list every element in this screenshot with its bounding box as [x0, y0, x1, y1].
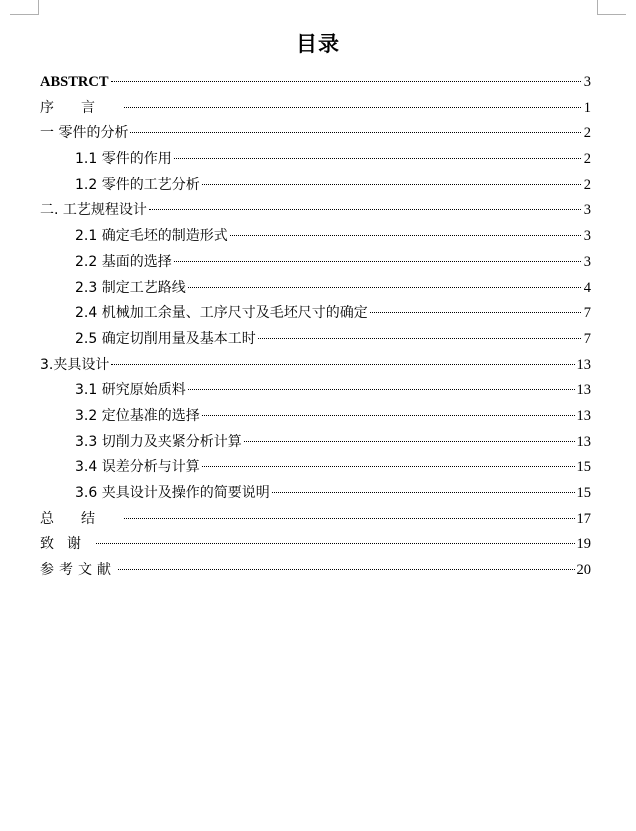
toc-page-number: 7	[583, 305, 591, 322]
toc-entry[interactable]	[40, 378, 591, 404]
toc-page-number: 17	[576, 510, 591, 527]
toc-dot-leader	[174, 261, 581, 262]
toc-entry-label: ABSTRCT	[40, 74, 109, 90]
page-title: 目录	[296, 32, 340, 56]
toc-dot-leader	[258, 338, 581, 339]
toc-entry-label: 3.3 切削力及夹紧分析计算	[75, 433, 242, 450]
toc-dot-leader	[96, 543, 575, 544]
toc-page-number: 13	[576, 382, 591, 399]
toc-page-number: 15	[576, 485, 591, 501]
toc-entry-label: 3.2 定位基准的选择	[75, 407, 200, 424]
toc-page-number: 3	[583, 253, 591, 270]
toc-dot-leader	[111, 81, 582, 82]
toc-dot-leader	[202, 184, 581, 185]
toc-dot-leader	[370, 312, 581, 313]
toc-page-number: 13	[576, 356, 591, 373]
toc-entry[interactable]	[40, 532, 591, 558]
toc-page-number: 1	[583, 99, 591, 116]
toc-entry-label: 2.3 制定工艺路线	[75, 279, 186, 296]
toc-page-number: 7	[583, 330, 591, 347]
toc-entry[interactable]	[40, 198, 591, 224]
toc-dot-leader	[272, 492, 575, 493]
toc-page-number: 20	[576, 562, 591, 579]
toc-dot-leader	[230, 235, 581, 236]
toc-entry-label: 2.5 确定切削用量及基本工时	[75, 330, 256, 347]
toc-page-number: 3	[583, 74, 591, 90]
toc-entry[interactable]	[40, 507, 591, 533]
toc-entry-label: 二. 工艺规程设计	[40, 202, 147, 219]
toc-dot-leader	[188, 287, 581, 288]
toc-entry-label: 1.1 零件的作用	[75, 151, 172, 168]
toc-entry[interactable]	[40, 250, 591, 276]
toc-dot-leader	[188, 389, 575, 390]
toc-entry-label: 3.4 误差分析与计算	[75, 459, 200, 476]
toc-entry[interactable]	[40, 481, 591, 507]
toc-entry[interactable]	[40, 147, 591, 173]
toc-dot-leader	[111, 364, 574, 365]
toc-entry-label: 1.2 零件的工艺分析	[75, 176, 200, 193]
toc-entry[interactable]	[40, 327, 591, 353]
toc-dot-leader	[244, 441, 575, 442]
toc-dot-leader	[174, 158, 581, 159]
toc-entry-label: 2.1 确定毛坯的制造形式	[75, 228, 228, 245]
toc-page-number: 15	[576, 459, 591, 476]
toc-entry-label: 参考文献	[40, 562, 116, 579]
toc-page-number: 2	[583, 151, 591, 168]
toc-entry[interactable]	[40, 70, 591, 96]
toc-entry[interactable]	[40, 276, 591, 302]
crop-mark-top-right	[597, 0, 626, 15]
toc-entry[interactable]	[40, 353, 591, 379]
toc-dot-leader	[124, 107, 581, 108]
toc-entry[interactable]	[40, 404, 591, 430]
toc-dot-leader	[149, 209, 581, 210]
toc-page-number: 3	[583, 202, 591, 219]
crop-mark-top-left	[10, 0, 39, 15]
toc-entry[interactable]	[40, 558, 591, 584]
table-of-contents	[40, 70, 591, 584]
toc-entry-label: 致谢	[40, 536, 94, 553]
toc-page-number: 4	[583, 279, 591, 296]
toc-page-number: 13	[576, 407, 591, 424]
toc-page-number: 13	[576, 433, 591, 450]
toc-entry[interactable]	[40, 173, 591, 199]
toc-entry[interactable]	[40, 121, 591, 147]
toc-entry[interactable]	[40, 96, 591, 122]
toc-entry[interactable]	[40, 224, 591, 250]
toc-dot-leader	[202, 466, 575, 467]
toc-page-number: 3	[583, 228, 591, 245]
toc-entry[interactable]	[40, 430, 591, 456]
toc-entry-label: 3.6 夹具设计及操作的简要说明	[75, 485, 270, 501]
toc-dot-leader	[202, 415, 575, 416]
toc-entry[interactable]	[40, 455, 591, 481]
toc-page-number: 2	[583, 125, 591, 142]
toc-dot-leader	[118, 569, 575, 570]
toc-entry-label: 3.1 研究原始质料	[75, 382, 186, 399]
toc-entry-label: 一 零件的分析	[40, 125, 129, 142]
toc-dot-leader	[130, 132, 581, 133]
toc-entry[interactable]	[40, 301, 591, 327]
toc-dot-leader	[124, 518, 575, 519]
toc-entry-label: 2.2 基面的选择	[75, 253, 172, 270]
toc-page-number: 19	[576, 536, 591, 553]
toc-entry-label: 总结	[40, 510, 122, 527]
toc-entry-label: 3.夹具设计	[40, 356, 110, 373]
toc-page-number: 2	[583, 176, 591, 193]
toc-entry-label: 序言	[40, 99, 122, 116]
toc-entry-label: 2.4 机械加工余量、工序尺寸及毛坯尺寸的确定	[75, 305, 368, 322]
